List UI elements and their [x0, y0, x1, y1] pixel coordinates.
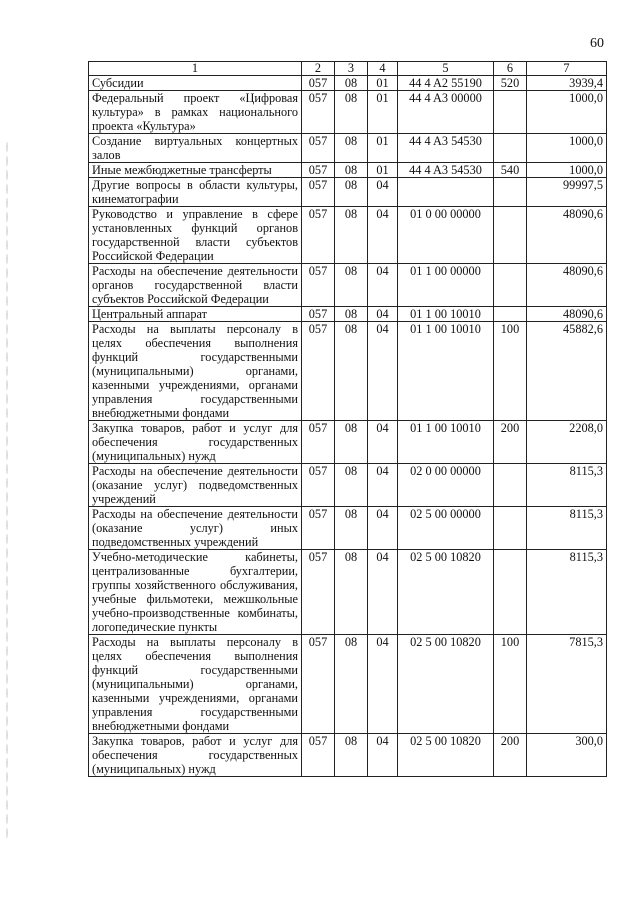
table-row [89, 307, 607, 322]
row-amount: 8115,3 [527, 507, 607, 550]
row-amount: 8115,3 [527, 550, 607, 635]
table-row [89, 322, 607, 421]
row-ministry-code: 057 [302, 76, 335, 91]
row-subsection-code: 04 [368, 421, 398, 464]
header-col-4: 4 [368, 62, 398, 76]
row-target-article: 01 0 00 00000 [398, 207, 494, 264]
row-ministry-code: 057 [302, 163, 335, 178]
row-name: Расходы на обеспечение деятельности органов государственной власти субъектов Российской Федерации [89, 264, 302, 307]
row-subsection-code: 01 [368, 76, 398, 91]
row-name: Субсидии [89, 76, 302, 91]
row-ministry-code: 057 [302, 207, 335, 264]
row-expense-type [494, 207, 527, 264]
row-target-article: 02 0 00 00000 [398, 464, 494, 507]
row-target-article: 44 4 A2 55190 [398, 76, 494, 91]
table-row [89, 163, 607, 178]
table-row [89, 264, 607, 307]
table-row [89, 134, 607, 163]
row-section-code: 08 [335, 550, 368, 635]
row-expense-type [494, 307, 527, 322]
row-section-code: 08 [335, 507, 368, 550]
row-target-article: 02 5 00 10820 [398, 550, 494, 635]
row-name: Расходы на обеспечение деятельности (оказание услуг) иных подведомственных учреждений [89, 507, 302, 550]
row-target-article: 02 5 00 10820 [398, 734, 494, 777]
row-amount: 48090,6 [527, 264, 607, 307]
row-subsection-code: 04 [368, 635, 398, 734]
row-ministry-code: 057 [302, 507, 335, 550]
table-row [89, 734, 607, 777]
row-target-article: 44 4 A3 00000 [398, 91, 494, 134]
table-row [89, 178, 607, 207]
row-name: Иные межбюджетные трансферты [89, 163, 302, 178]
row-ministry-code: 057 [302, 635, 335, 734]
table-row [89, 76, 607, 91]
row-section-code: 08 [335, 76, 368, 91]
row-name: Центральный аппарат [89, 307, 302, 322]
header-col-3: 3 [335, 62, 368, 76]
row-name: Учебно-методические кабинеты, централизованные бухгалтерии, группы хозяйственного обслуживания, учебные фильмотеки, межшкольные учебно-производственные комбинаты, логопедические пункты [89, 550, 302, 635]
row-expense-type [494, 91, 527, 134]
row-ministry-code: 057 [302, 550, 335, 635]
row-target-article: 01 1 00 10010 [398, 307, 494, 322]
row-section-code: 08 [335, 464, 368, 507]
row-ministry-code: 057 [302, 322, 335, 421]
row-expense-type: 540 [494, 163, 527, 178]
row-amount: 2208,0 [527, 421, 607, 464]
row-amount: 48090,6 [527, 207, 607, 264]
row-amount: 300,0 [527, 734, 607, 777]
row-ministry-code: 057 [302, 91, 335, 134]
row-name: Расходы на обеспечение деятельности (оказание услуг) подведомственных учреждений [89, 464, 302, 507]
row-subsection-code: 04 [368, 507, 398, 550]
row-subsection-code: 04 [368, 178, 398, 207]
row-expense-type [494, 550, 527, 635]
row-name: Руководство и управление в сфере установленных функций органов государственной власти субъектов Российской Федерации [89, 207, 302, 264]
row-target-article: 02 5 00 10820 [398, 635, 494, 734]
header-col-7: 7 [527, 62, 607, 76]
table-row [89, 507, 607, 550]
header-col-5: 5 [398, 62, 494, 76]
table-row [89, 91, 607, 134]
row-expense-type: 100 [494, 635, 527, 734]
row-expense-type [494, 464, 527, 507]
row-section-code: 08 [335, 734, 368, 777]
header-col-1: 1 [89, 62, 302, 76]
row-subsection-code: 04 [368, 264, 398, 307]
row-expense-type: 100 [494, 322, 527, 421]
table-row [89, 635, 607, 734]
row-subsection-code: 04 [368, 550, 398, 635]
row-name: Расходы на выплаты персоналу в целях обеспечения выполнения функций государственными (муниципальными) органами, казенными учреждениями, органами управления государственными внебюджетными фондами [89, 322, 302, 421]
row-section-code: 08 [335, 178, 368, 207]
row-expense-type [494, 178, 527, 207]
budget-table [88, 61, 607, 777]
row-subsection-code: 04 [368, 734, 398, 777]
row-target-article: 02 5 00 00000 [398, 507, 494, 550]
row-ministry-code: 057 [302, 421, 335, 464]
table-row [89, 421, 607, 464]
row-ministry-code: 057 [302, 178, 335, 207]
row-section-code: 08 [335, 91, 368, 134]
row-name: Создание виртуальных концертных залов [89, 134, 302, 163]
row-subsection-code: 04 [368, 207, 398, 264]
page-number: 60 [590, 36, 604, 51]
row-subsection-code: 01 [368, 163, 398, 178]
header-col-2: 2 [302, 62, 335, 76]
row-section-code: 08 [335, 322, 368, 421]
row-target-article: 01 1 00 10010 [398, 421, 494, 464]
row-expense-type: 520 [494, 76, 527, 91]
row-subsection-code: 01 [368, 91, 398, 134]
row-amount: 99997,5 [527, 178, 607, 207]
row-section-code: 08 [335, 264, 368, 307]
row-expense-type [494, 507, 527, 550]
row-name: Другие вопросы в области культуры, кинематографии [89, 178, 302, 207]
row-amount: 7815,3 [527, 635, 607, 734]
row-expense-type [494, 264, 527, 307]
row-section-code: 08 [335, 207, 368, 264]
row-ministry-code: 057 [302, 264, 335, 307]
row-subsection-code: 01 [368, 134, 398, 163]
row-expense-type: 200 [494, 734, 527, 777]
row-target-article: 01 1 00 00000 [398, 264, 494, 307]
row-section-code: 08 [335, 635, 368, 734]
row-ministry-code: 057 [302, 134, 335, 163]
row-subsection-code: 04 [368, 322, 398, 421]
row-amount: 48090,6 [527, 307, 607, 322]
row-amount: 3939,4 [527, 76, 607, 91]
row-target-article [398, 178, 494, 207]
table-row [89, 207, 607, 264]
row-target-article: 44 4 A3 54530 [398, 163, 494, 178]
row-section-code: 08 [335, 163, 368, 178]
row-amount: 1000,0 [527, 134, 607, 163]
row-target-article: 01 1 00 10010 [398, 322, 494, 421]
scan-margin-dots [6, 140, 8, 840]
row-ministry-code: 057 [302, 464, 335, 507]
row-expense-type: 200 [494, 421, 527, 464]
row-name: Федеральный проект «Цифровая культура» в рамках национального проекта «Культура» [89, 91, 302, 134]
row-name: Закупка товаров, работ и услуг для обеспечения государственных (муниципальных) нужд [89, 421, 302, 464]
row-target-article: 44 4 A3 54530 [398, 134, 494, 163]
row-ministry-code: 057 [302, 307, 335, 322]
row-name: Расходы на выплаты персоналу в целях обеспечения выполнения функций государственными (муниципальными) органами, казенными учреждениями, органами управления государственными внебюджетными фондами [89, 635, 302, 734]
table-row [89, 550, 607, 635]
row-section-code: 08 [335, 307, 368, 322]
row-subsection-code: 04 [368, 464, 398, 507]
header-col-6: 6 [494, 62, 527, 76]
row-ministry-code: 057 [302, 734, 335, 777]
header-row [89, 62, 607, 76]
row-expense-type [494, 134, 527, 163]
row-name: Закупка товаров, работ и услуг для обеспечения государственных (муниципальных) нужд [89, 734, 302, 777]
row-amount: 8115,3 [527, 464, 607, 507]
row-subsection-code: 04 [368, 307, 398, 322]
table-row [89, 464, 607, 507]
row-amount: 1000,0 [527, 163, 607, 178]
row-section-code: 08 [335, 134, 368, 163]
row-amount: 1000,0 [527, 91, 607, 134]
row-section-code: 08 [335, 421, 368, 464]
row-amount: 45882,6 [527, 322, 607, 421]
